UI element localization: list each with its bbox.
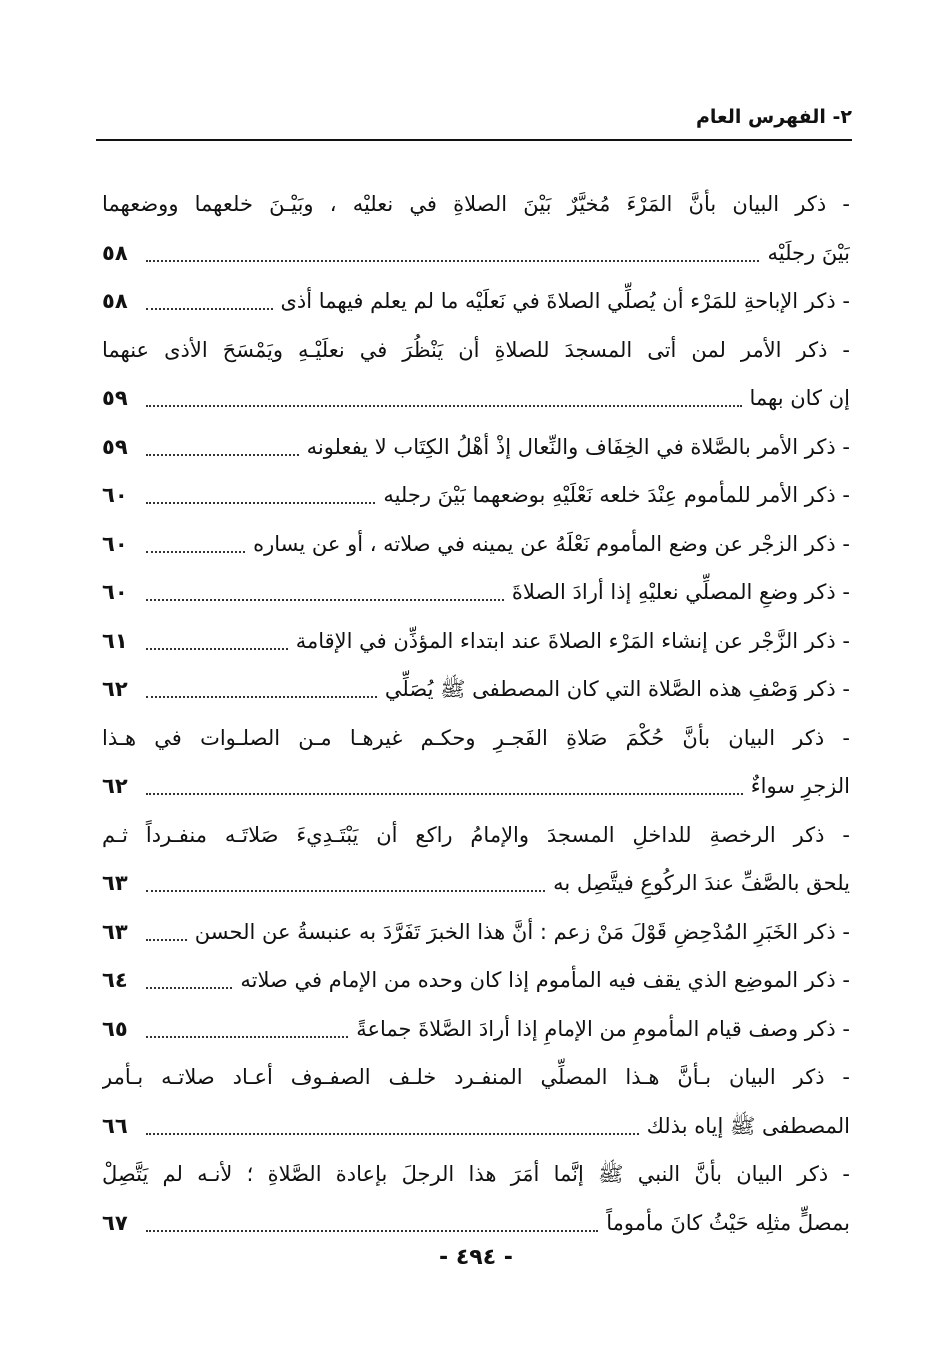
entry-line (102, 180, 850, 229)
dot-leader (146, 985, 232, 989)
entry-text: - ذكر الأمر بالصَّلاة في الخِفَاف والنِّعال إذْ أهْلُ الكِتَاب لا يفعلونه (306, 434, 850, 459)
entry-text: - ذكر وَصْفِ هذه الصَّلاة التي كان المصطفى ﷺ يُصَلِّي (384, 677, 850, 701)
entry-line (102, 1199, 850, 1248)
entry-text: - ذكر البيان بأنَّ النبي ﷺ إنَّما أمَرَ هذا الرجلَ بإعادة الصَّلاةِ ؛ لأنـه لم يَتَّصِلْ (102, 1162, 850, 1186)
dot-leader (146, 694, 377, 698)
entry-text: - ذكر الإباحةِ للمَرْء أن يُصلِّي الصلاةَ في نَعلَيْه ما لم يعلم فيهما أذى (280, 289, 850, 313)
entry-line (102, 326, 850, 375)
index-entry (102, 714, 850, 811)
entry-page-number: ٦٠ (102, 483, 128, 507)
index-entry (102, 908, 850, 957)
running-header: ٢- الفهرس العام (695, 106, 852, 128)
entry-text: بمصلٍّ مثلِه حَيْثُ كانَ مأموماً (606, 1210, 850, 1235)
entry-page-number: ٦٤ (102, 968, 128, 992)
index-entry (102, 568, 850, 617)
entry-page-number: ٦٣ (102, 871, 128, 895)
entry-page-number: ٥٨ (102, 240, 128, 265)
index-entry (102, 180, 850, 277)
entry-line (102, 568, 850, 617)
entry-line (102, 956, 850, 1005)
entry-line (102, 229, 850, 278)
entry-line (102, 520, 850, 569)
dot-leader (146, 452, 299, 456)
entry-page-number: ٦٧ (102, 1210, 128, 1235)
entry-line (102, 859, 850, 908)
entry-line (102, 277, 850, 326)
entry-text: بَيْنَ رجلَيْه (767, 240, 850, 265)
index-entry (102, 811, 850, 908)
entry-text: - ذكر وصف قيام المأمومِ من الإمامِ إذا أرادَ الصَّلاةَ جماعةً (356, 1016, 850, 1041)
dot-leader (146, 1228, 598, 1232)
dot-leader (146, 258, 759, 262)
entry-page-number: ٥٨ (102, 289, 128, 313)
entry-line (102, 811, 850, 860)
index-entry (102, 1150, 850, 1247)
entry-line (102, 471, 850, 520)
entry-page-number: ٦٢ (102, 677, 128, 701)
index-entry (102, 617, 850, 666)
index-entries (102, 180, 850, 1247)
entry-text: - ذكر الأمر لمن أتى المسجدَ للصلاةِ أن يَنْظُرَ في نعلَيْـهِ ويَمْسَحَ الأذى عنهما (102, 337, 850, 362)
entry-line (102, 1150, 850, 1199)
index-entry (102, 423, 850, 472)
entry-line (102, 665, 850, 714)
entry-line (102, 714, 850, 763)
entry-text: - ذكر الخَبَرِ المُدْحِضِ قَوْلَ مَنْ زعم : أنَّ هذا الخبرَ تَفَرَّدَ به عنبسةُ عن الحسن (194, 919, 850, 944)
entry-page-number: ٦١ (102, 628, 128, 653)
entry-line (102, 908, 850, 957)
index-entry (102, 326, 850, 423)
index-entry (102, 665, 850, 714)
index-entry (102, 1053, 850, 1150)
entry-page-number: ٦٠ (102, 531, 128, 556)
entry-text: - ذكر البيان بأنَّ المَرْءَ مُخيَّرٌ بَيْنَ الصلاةِ في نعليْه ، وبَيْـنَ خلعهما ووضعهما (102, 192, 850, 216)
entry-page-number: ٦٢ (102, 774, 128, 798)
dot-leader (146, 500, 375, 504)
dot-leader (146, 888, 545, 892)
entry-text: الزجرِ سواءٌ (750, 774, 850, 798)
entry-text: - ذكر الرخصةِ للداخلِ المسجدَ والإمامُ راكع أن يَبْتَـدِيءَ صَلاتَـه منفـرداً ثـم (102, 822, 850, 847)
dot-leader (146, 937, 187, 941)
entry-text: - ذكر البيان بأنَّ حُكْمَ صَلاةِ الفَجـرِ وحكـم غيرهـا مـن الصلـوات في هـذا (102, 725, 850, 750)
entry-text: - ذكر الموضِع الذي يقف فيه المأموم إذا كان وحده من الإمام في صلاته (240, 968, 850, 992)
entry-text: - ذكر الأمر للمأموم عِنْدَ خلعه نَعْلَيْهِ بوضعهما بَيْنَ رجليه (383, 483, 850, 507)
dot-leader (146, 597, 504, 601)
dot-leader (146, 549, 245, 553)
entry-text: - ذكر الزجْر عن وضع المأموم نَعْلَهُ عن يمينه في صلاته ، أو عن يساره (253, 531, 850, 556)
entry-line (102, 374, 850, 423)
index-entry (102, 1005, 850, 1054)
entry-page-number: ٦٦ (102, 1113, 128, 1138)
index-entry (102, 277, 850, 326)
entry-line (102, 1053, 850, 1102)
entry-text: المصطفى ﷺ إياه بذلك (646, 1113, 850, 1138)
entry-line (102, 1102, 850, 1151)
entry-line (102, 1005, 850, 1054)
entry-page-number: ٦٣ (102, 919, 128, 944)
dot-leader (146, 1131, 639, 1135)
dot-leader (146, 403, 742, 407)
entry-text: - ذكر البيان بـأنَّ هـذا المصلِّي المنفـرد خلـف الصفـوف أعـاد صلاتـه بـأمر (102, 1065, 850, 1089)
entry-page-number: ٦٥ (102, 1016, 128, 1041)
dot-leader (146, 306, 273, 310)
entry-line (102, 423, 850, 472)
index-entry (102, 520, 850, 569)
entry-text: - ذكر وضعِ المصلِّي نعليْهِ إذا أرادَ الصلاةَ (511, 580, 850, 604)
index-entry (102, 956, 850, 1005)
dot-leader (146, 1034, 348, 1038)
entry-page-number: ٦٠ (102, 580, 128, 604)
entry-text: - ذكر الزَّجْر عن إنشاء المَرْء الصلاةَ عند ابتداء المؤذِّن في الإقامة (295, 628, 850, 653)
entry-text: إن كان بهما (749, 386, 850, 410)
entry-page-number: ٥٩ (102, 386, 128, 410)
entry-page-number: ٥٩ (102, 434, 128, 459)
dot-leader (146, 646, 288, 650)
header-divider (96, 139, 852, 141)
entry-text: يلحق بالصَّفِّ عندَ الركُوعِ فيتَّصِل به (553, 871, 850, 895)
index-entry (102, 471, 850, 520)
entry-line (102, 762, 850, 811)
entry-line (102, 617, 850, 666)
dot-leader (146, 791, 743, 795)
page-number: - ٤٩٤ - (439, 1245, 513, 1270)
